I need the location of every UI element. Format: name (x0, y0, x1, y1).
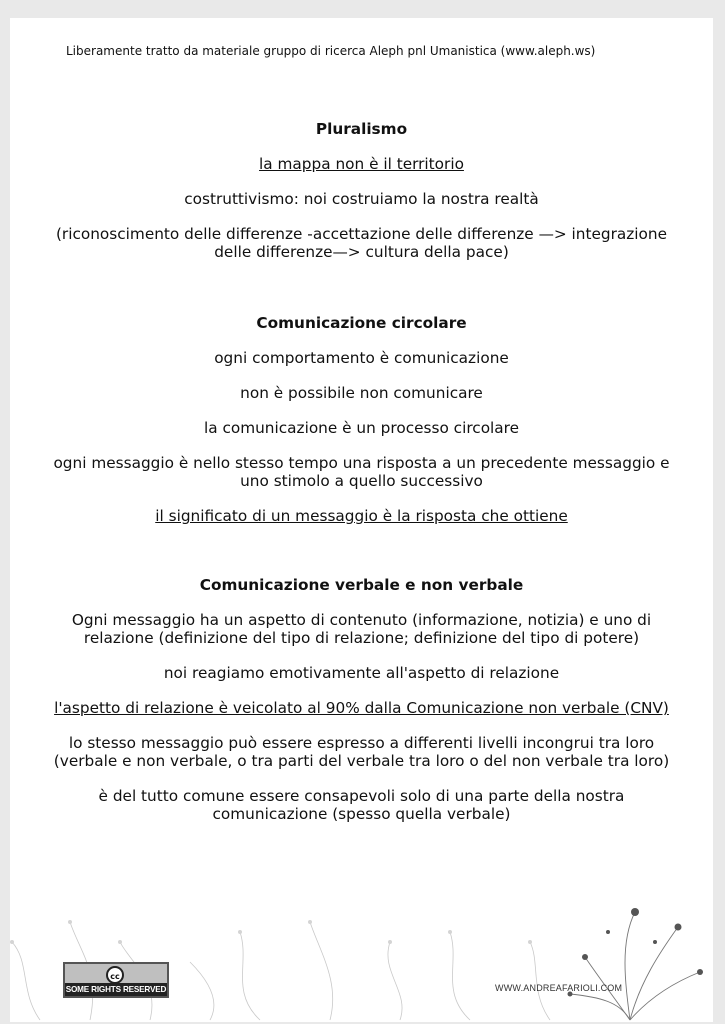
cc-label: SOME RIGHTS RESERVED (65, 985, 167, 994)
header-note: Liberamente tratto da materiale gruppo di ricerca Aleph pnl Umanistica (www.aleph.ws) (66, 44, 596, 58)
body-line: costruttivismo: noi costruiamo la nostra realtà (184, 190, 539, 208)
body-line: lo stesso messaggio può essere espresso a differenti livelli incongrui tra loro (verbale e non verbale, o tra parti del verbale tra loro o del non verbale tra loro) (53, 734, 670, 770)
body-line: (riconoscimento delle differenze -accettazione delle differenze —> integrazione delle differenze—> cultura della pace) (55, 225, 668, 261)
body-line: è del tutto comune essere consapevoli solo di una parte della nostra comunicazione (spesso quella verbale) (98, 787, 625, 823)
body-line: la comunicazione è un processo circolare (203, 419, 520, 437)
body-line: ogni messaggio è nello stesso tempo una risposta a un precedente messaggio e uno stimolo a quello successivo (53, 454, 670, 490)
document-page (10, 18, 713, 1022)
underlined-line: l'aspetto di relazione è veicolato al 90% dalla Comunicazione non verbale (CNV) (54, 699, 669, 717)
body-line: noi reagiamo emotivamente all'aspetto di relazione (163, 664, 560, 682)
underlined-line: la mappa non è il territorio (259, 155, 464, 173)
document-body (50, 120, 673, 840)
section-title-comunicazione-verbale: Comunicazione verbale e non verbale (199, 576, 524, 594)
underlined-line: il significato di un messaggio è la risposta che ottiene (155, 507, 568, 525)
body-line: ogni comportamento è comunicazione (214, 349, 509, 367)
creative-commons-badge (63, 962, 169, 998)
section-title-comunicazione-circolare: Comunicazione circolare (256, 314, 467, 332)
cc-logo: cc (106, 966, 124, 984)
site-url: WWW.ANDREAFARIOLI.COM (495, 983, 623, 993)
body-line: Ogni messaggio ha un aspetto di contenuto (informazione, notizia) e uno di relazione (definizione del tipo di relazione; definizione del tipo di potere) (71, 611, 652, 647)
section-title-pluralismo: Pluralismo (315, 120, 408, 138)
body-line: non è possibile non comunicare (240, 384, 483, 402)
